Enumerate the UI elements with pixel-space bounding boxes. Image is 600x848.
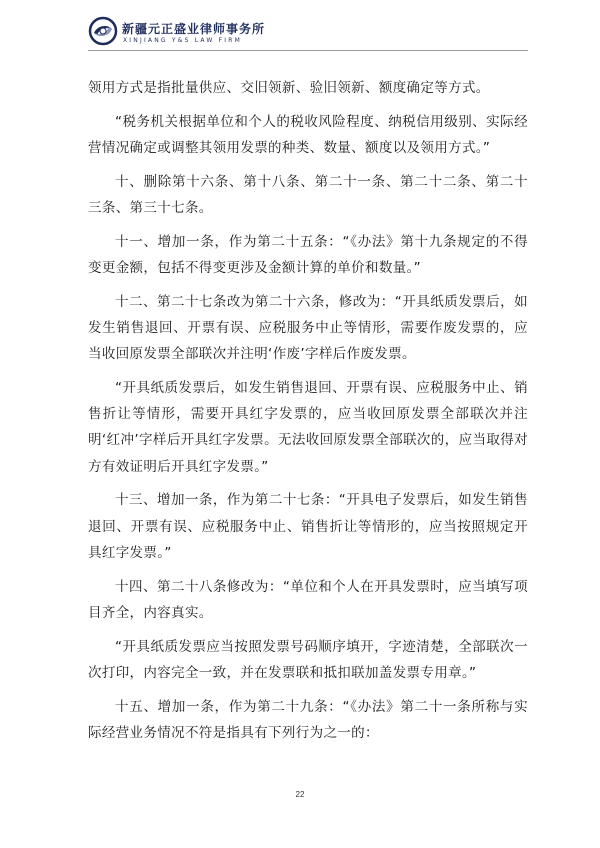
paragraph: 十五、增加一条，作为第二十九条：“《办法》第二十一条所称与实际经营业务情况不符是指具有下列行为之一的： bbox=[88, 698, 528, 741]
paragraph: 十三、增加一条，作为第二十七条：“开具电子发票后，如发生销售退回、开票有误、应税服务中止、销售折让等情形的，应当按照规定开具红字发票。” bbox=[88, 492, 528, 561]
paragraph: “开具纸质发票应当按照发票号码顺序填开，字迹清楚，全部联次一次打印，内容完全一致，并在发票联和抵扣联加盖发票专用章。” bbox=[88, 638, 528, 681]
header-divider bbox=[88, 50, 528, 51]
paragraph: “开具纸质发票后，如发生销售退回、开票有误、应税服务中止、销售折让等情形，需要开具红字发票的，应当收回原发票全部联次并注明‘红冲’字样后开具红字发票。无法收回原发票全部联次的，应当取得对方有效证明后开具红字发票。” bbox=[88, 380, 528, 475]
paragraph: 领用方式是指批量供应、交旧领新、验旧领新、额度确定等方式。 bbox=[88, 80, 490, 96]
paragraph: 十、删除第十六条、第十八条、第二十一条、第二十二条、第二十三条、第三十七条。 bbox=[88, 173, 528, 216]
page-number: 22 bbox=[295, 790, 305, 799]
paragraph: 十二、第二十七条改为第二十六条，修改为：“开具纸质发票后，如发生销售退回、开票有误、应税服务中止等情形，需要作废发票的，应当收回原发票全部联次并注明‘作废’字样后作废发票。 bbox=[88, 293, 528, 363]
firm-name-english: XINJIANG Y&S LAW FIRM bbox=[123, 37, 242, 44]
firm-logo-icon bbox=[88, 16, 118, 46]
document-body bbox=[88, 75, 528, 754]
paragraph: 十四、第二十八条修改为：“单位和个人在开具发票时，应当填写项目齐全，内容真实。 bbox=[88, 578, 528, 621]
paragraph: “税务机关根据单位和个人的税收风险程度、纳税信用级别、实际经营情况确定或调整其领用发票的种类、数量、额度以及领用方式。” bbox=[88, 113, 528, 156]
paragraph: 十一、增加一条，作为第二十五条：“《办法》第十九条规定的不得变更金额，包括不得变更涉及金额计算的单价和数量。” bbox=[88, 233, 528, 276]
firm-name-chinese: 新疆元正盛业律师事务所 bbox=[122, 22, 266, 36]
